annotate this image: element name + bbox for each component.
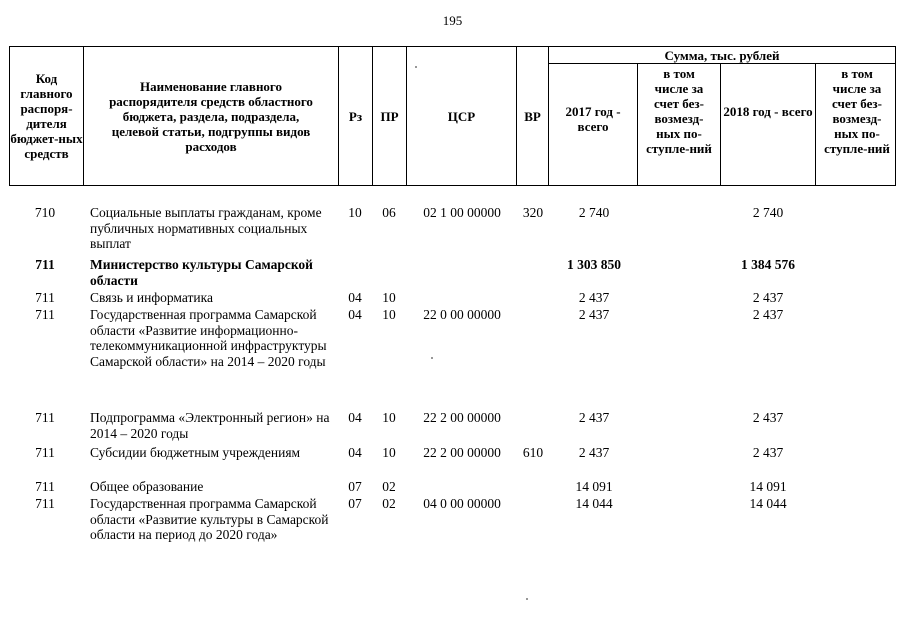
cell-vr: 320 <box>522 205 544 220</box>
cell-code: 711 <box>35 479 55 494</box>
cell-rz: 04 <box>348 290 362 305</box>
cell-sum-2018: 2 437 <box>752 410 784 425</box>
header-2018-total: 2018 год - всего <box>723 104 813 119</box>
col-border <box>895 46 896 186</box>
cell-pr: 10 <box>382 307 396 322</box>
col-border <box>637 63 638 186</box>
cell-rz: 07 <box>348 479 362 494</box>
header-code: Код главного распоря-дителя бюджет-ных средств <box>10 71 83 161</box>
header-2018-free: в том числе за счет без-возмезд-ных по-ступле-ний <box>824 66 890 156</box>
cell-sum-2017: 14 091 <box>575 479 613 494</box>
cell-code: 711 <box>35 445 55 460</box>
cell-sum-2018: 14 091 <box>749 479 787 494</box>
col-border <box>815 63 816 186</box>
cell-name: Общее образование <box>90 479 204 494</box>
cell-pr: 02 <box>382 496 396 511</box>
scan-speck <box>431 357 433 359</box>
header-rz: Рз <box>348 108 363 124</box>
cell-sum-2018: 1 384 576 <box>741 257 795 272</box>
scan-speck <box>526 598 528 600</box>
cell-code: 711 <box>35 307 55 322</box>
cell-vr: 610 <box>522 445 544 460</box>
cell-name: Субсидии бюджетным учреждениям <box>90 445 301 460</box>
header-csr: ЦСР <box>447 108 476 124</box>
cell-sum-2017: 1 303 850 <box>567 257 621 272</box>
cell-name: Подпрограмма «Электронный регион» на 2014 – 2020 годы <box>90 410 330 441</box>
cell-sum-2017: 2 437 <box>578 307 610 322</box>
header-vr: ВР <box>524 108 541 124</box>
cell-csr: 02 1 00 00000 <box>423 205 501 220</box>
cell-csr: 22 0 00 00000 <box>423 307 501 322</box>
cell-pr: 10 <box>382 290 396 305</box>
header-2017-total: 2017 год - всего <box>565 104 621 134</box>
cell-sum-2018: 2 437 <box>752 290 784 305</box>
cell-name: Связь и информатика <box>90 290 213 305</box>
cell-csr: 04 0 00 00000 <box>423 496 501 511</box>
cell-csr: 22 2 00 00000 <box>423 445 501 460</box>
cell-sum-2017: 2 437 <box>578 445 610 460</box>
cell-name: Государственная программа Самарской области «Развитие информационно-телекоммуникационной инфраструктуры Самарской области» на 2014 – 2020 годы <box>90 307 327 369</box>
cell-csr: 22 2 00 00000 <box>423 410 501 425</box>
cell-code: 711 <box>35 257 55 272</box>
cell-name: Государственная программа Самарской области «Развитие культуры в Самарской области на период до 2020 года» <box>90 496 329 542</box>
cell-sum-2018: 2 437 <box>752 445 784 460</box>
cell-name: Социальные выплаты гражданам, кроме публичных нормативных социальных выплат <box>90 205 322 251</box>
cell-sum-2018: 2 740 <box>752 205 784 220</box>
cell-code: 711 <box>35 496 55 511</box>
cell-sum-2017: 2 437 <box>578 410 610 425</box>
cell-pr: 06 <box>382 205 396 220</box>
cell-sum-2018: 14 044 <box>749 496 787 511</box>
cell-rz: 07 <box>348 496 362 511</box>
cell-name: Министерство культуры Самарской области <box>90 257 313 288</box>
col-border <box>83 46 84 186</box>
cell-rz: 10 <box>348 205 362 220</box>
cell-rz: 04 <box>348 307 362 322</box>
cell-sum-2017: 2 437 <box>578 290 610 305</box>
cell-pr: 10 <box>382 410 396 425</box>
cell-rz: 04 <box>348 445 362 460</box>
header-pr: ПР <box>380 108 399 124</box>
cell-code: 710 <box>34 205 56 220</box>
header-2017-free: в том числе за счет без-возмезд-ных по-ступле-ний <box>646 66 712 156</box>
sum-subheader-border <box>548 63 896 64</box>
header-bottom-border <box>9 185 896 186</box>
header-name: Наименование главного распорядителя средств областного бюджета, раздела, подраздела, целевой статьи, подгруппы видов расходов <box>109 78 313 154</box>
cell-sum-2018: 2 437 <box>752 307 784 322</box>
cell-code: 711 <box>35 290 55 305</box>
cell-pr: 02 <box>382 479 396 494</box>
header-sum: Сумма, тыс. рублей <box>664 47 780 63</box>
page-number: 195 <box>442 13 463 28</box>
cell-pr: 10 <box>382 445 396 460</box>
cell-sum-2017: 2 740 <box>578 205 610 220</box>
cell-rz: 04 <box>348 410 362 425</box>
scan-speck <box>415 66 417 68</box>
cell-code: 711 <box>35 410 55 425</box>
cell-sum-2017: 14 044 <box>575 496 613 511</box>
